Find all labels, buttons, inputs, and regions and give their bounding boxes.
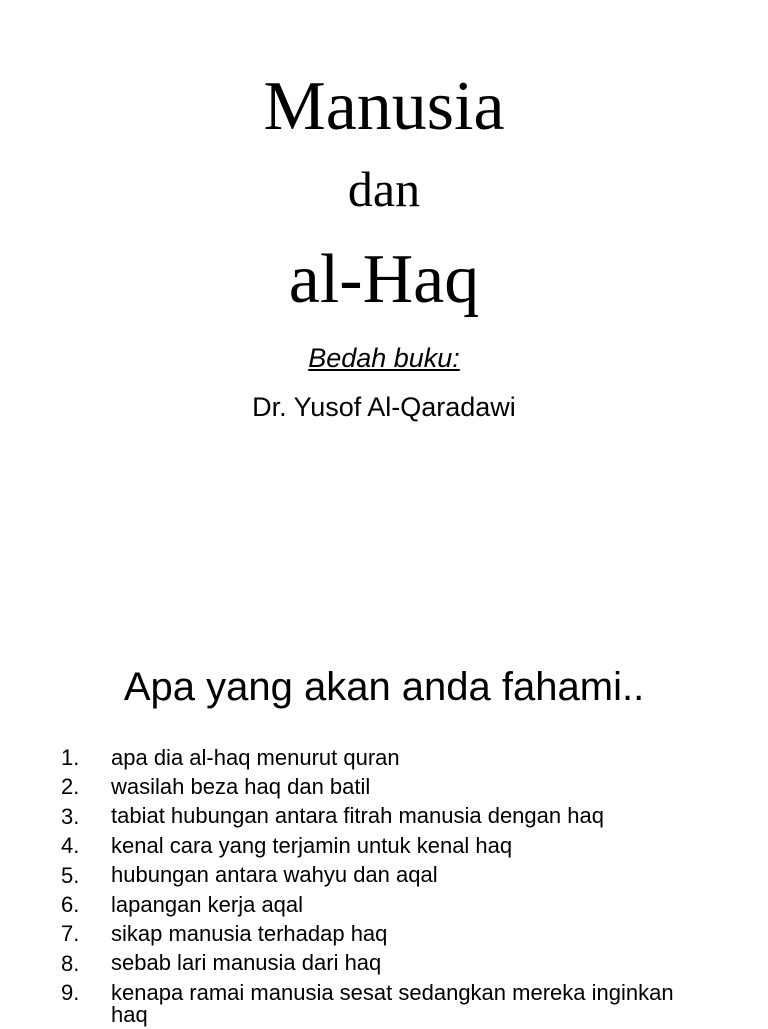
list-item-text: kenal cara yang terjamin untuk kenal haq xyxy=(111,832,513,858)
list-item xyxy=(0,772,768,801)
list-item xyxy=(0,919,768,948)
list-item-text: wasilah beza haq dan batil xyxy=(111,774,371,800)
author-name: Dr. Yusof Al-Qaradawi xyxy=(252,392,516,422)
list-item-number: 5. xyxy=(61,862,80,888)
section-heading: Apa yang akan anda fahami.. xyxy=(123,665,645,709)
topic-list xyxy=(0,743,768,1029)
list-item-number: 2. xyxy=(61,774,80,800)
title-line-1: Manusia xyxy=(263,68,505,145)
title-line-3: al-Haq xyxy=(288,241,480,318)
list-item xyxy=(0,802,768,831)
list-item xyxy=(0,949,768,978)
list-item-text: tabiat hubungan antara fitrah manusia dengan haq xyxy=(111,803,604,829)
list-item-number: 3. xyxy=(61,803,80,829)
list-item xyxy=(0,743,768,772)
subtitle: Bedah buku: xyxy=(308,343,460,373)
list-item-number: 1. xyxy=(61,745,80,770)
list-item xyxy=(0,861,768,890)
list-item-text: kenapa ramai manusia sesat sedangkan mereka inginkan haq xyxy=(111,979,674,1027)
list-item xyxy=(0,890,768,919)
list-item-text: apa dia al-haq menurut quran xyxy=(111,744,400,770)
list-item-number: 6. xyxy=(61,891,80,917)
list-item-text: lapangan kerja aqal xyxy=(111,891,304,917)
list-item xyxy=(0,978,768,1029)
list-item-number: 7. xyxy=(61,921,80,947)
title-line-2: dan xyxy=(347,161,421,217)
list-item-number: 9. xyxy=(61,980,80,1005)
list-item xyxy=(0,831,768,860)
list-item-text: sikap manusia terhadap haq xyxy=(111,920,388,946)
list-item-number: 8. xyxy=(61,950,80,976)
list-item-number: 4. xyxy=(61,833,80,859)
list-item-text: sebab lari manusia dari haq xyxy=(111,950,382,976)
list-item-text: hubungan antara wahyu dan aqal xyxy=(111,862,438,888)
